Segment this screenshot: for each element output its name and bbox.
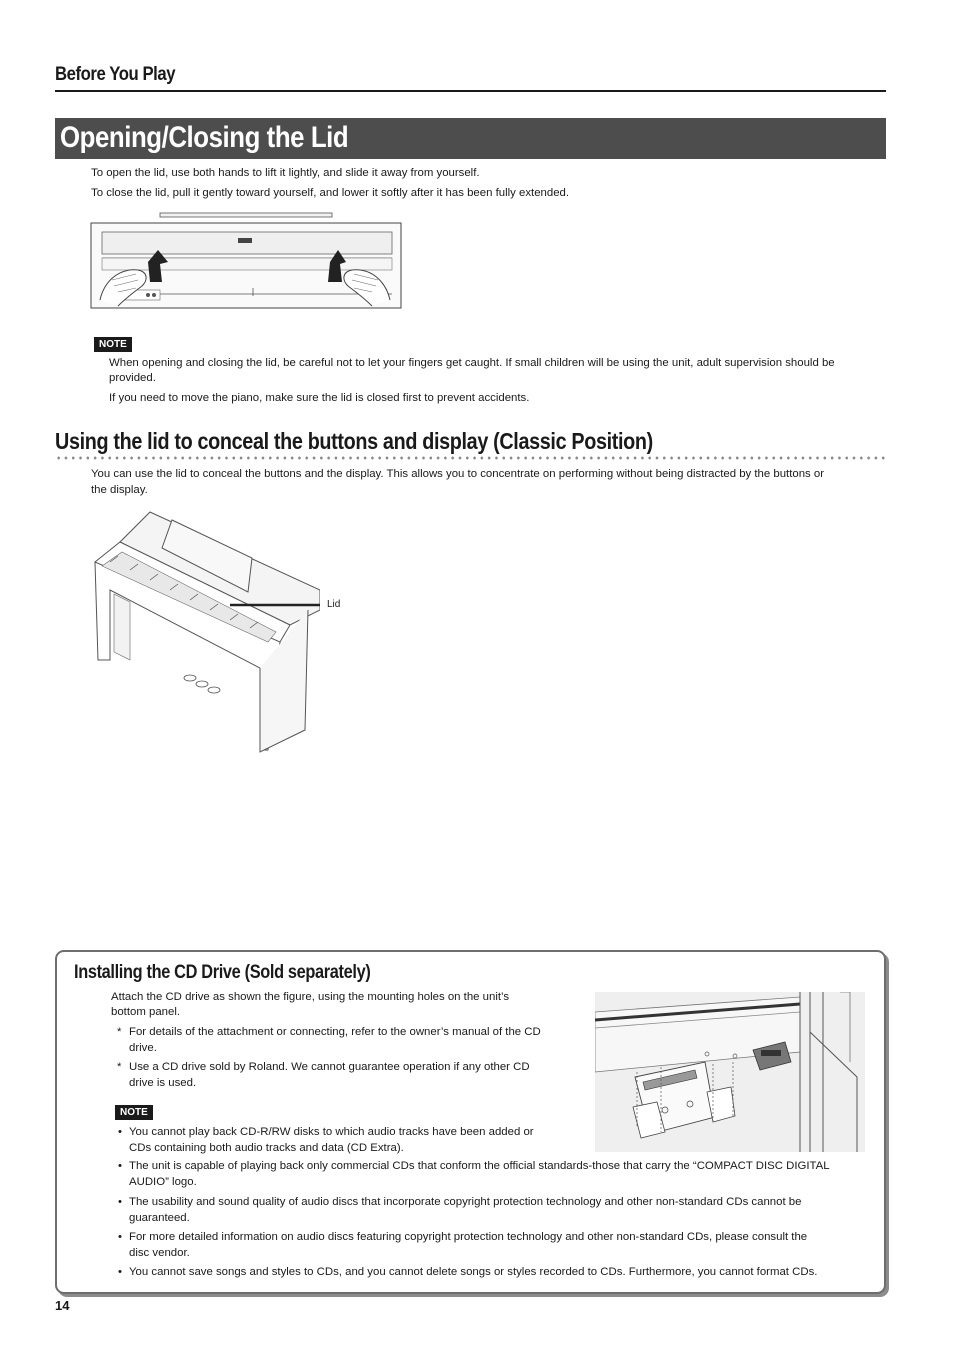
cd-note-text: CDs containing both audio tracks and data (CD Extra). bbox=[129, 1142, 404, 1154]
cd-note-text: The usability and sound quality of audio discs that incorporate copyright protection technology and other non-standard CDs cannot be bbox=[129, 1196, 802, 1208]
note-line-3: If you need to move the piano, make sure the lid is closed first to prevent accidents. bbox=[109, 392, 530, 404]
bullet-mark: • bbox=[118, 1126, 122, 1138]
intro-line-1: To open the lid, use both hands to lift it lightly, and slide it away from yourself. bbox=[91, 167, 480, 179]
page-title-bar bbox=[55, 118, 886, 159]
page-number: 14 bbox=[55, 1298, 70, 1313]
piano-classic-position-illustration bbox=[90, 510, 320, 760]
cd-drive-installation-illustration bbox=[595, 992, 865, 1152]
lid-opening-illustration bbox=[90, 210, 405, 310]
classic-line-1: You can use the lid to conceal the buttons and the display. This allows you to concentrate on performing without being distracted by the buttons or bbox=[91, 468, 825, 480]
cd-note-text: disc vendor. bbox=[129, 1247, 190, 1259]
asterisk-mark: * bbox=[117, 1026, 122, 1038]
cd-drive-heading: Installing the CD Drive (Sold separately) bbox=[74, 962, 371, 983]
dotted-rule bbox=[55, 456, 886, 460]
bullet-mark: • bbox=[118, 1231, 122, 1243]
asterisk-text: drive. bbox=[129, 1042, 157, 1054]
cd-note-text: The unit is capable of playing back only commercial CDs that conform the official standards-those that carry the “COMPACT DISC DIGITAL bbox=[129, 1160, 830, 1172]
page-title: Opening/Closing the Lid bbox=[60, 121, 349, 154]
bullet-mark: • bbox=[118, 1160, 122, 1172]
section-label: Before You Play bbox=[55, 64, 176, 85]
asterisk-text: drive is used. bbox=[129, 1077, 197, 1089]
note-badge: NOTE bbox=[94, 337, 132, 352]
bullet-mark: • bbox=[118, 1266, 122, 1278]
classic-line-2: the display. bbox=[91, 484, 148, 496]
lid-label: Lid bbox=[327, 599, 341, 610]
section-rule bbox=[55, 90, 886, 92]
cd-note-text: You cannot play back CD-R/RW disks to which audio tracks have been added or bbox=[129, 1126, 534, 1138]
classic-position-heading: Using the lid to conceal the buttons and display (Classic Position) bbox=[55, 428, 653, 454]
asterisk-mark: * bbox=[117, 1061, 122, 1073]
bullet-mark: • bbox=[118, 1196, 122, 1208]
cd-note-text: You cannot save songs and styles to CDs, and you cannot delete songs or styles recorded to CDs. Furthermore, you cannot format CDs. bbox=[129, 1266, 818, 1278]
asterisk-text: For details of the attachment or connecting, refer to the owner’s manual of the CD bbox=[129, 1026, 541, 1038]
cd-intro-line-2: bottom panel. bbox=[111, 1006, 181, 1018]
cd-intro-line-1: Attach the CD drive as shown the figure, using the mounting holes on the unit’s bbox=[111, 991, 510, 1003]
note-line-2: provided. bbox=[109, 372, 156, 384]
cd-note-badge: NOTE bbox=[115, 1105, 153, 1120]
asterisk-text: Use a CD drive sold by Roland. We cannot guarantee operation if any other CD bbox=[129, 1061, 530, 1073]
note-line-1: When opening and closing the lid, be careful not to let your fingers get caught. If small children will be using the unit, adult supervision should be bbox=[109, 357, 835, 369]
intro-line-2: To close the lid, pull it gently toward yourself, and lower it softly after it has been fully extended. bbox=[91, 187, 570, 199]
cd-note-text: AUDIO” logo. bbox=[129, 1176, 197, 1188]
cd-note-text: For more detailed information on audio discs featuring copyright protection technology and other non-standard CDs, please consult the bbox=[129, 1231, 808, 1243]
cd-note-text: guaranteed. bbox=[129, 1212, 190, 1224]
